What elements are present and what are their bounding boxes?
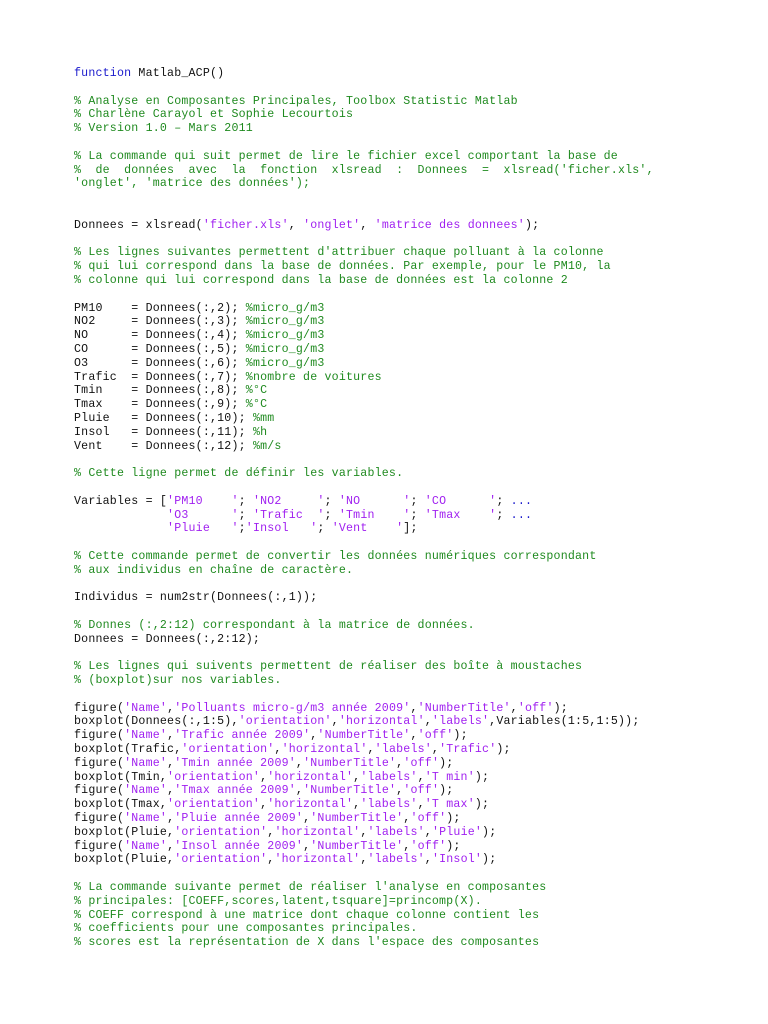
string-token: 'off' <box>403 756 440 770</box>
string-token: 'Name' <box>124 701 168 715</box>
string-token: 'matrice des donnees' <box>374 218 525 232</box>
string-token: 'ficher.xls' <box>202 218 289 232</box>
code-token: , <box>431 743 440 757</box>
code-token: ); <box>553 701 568 715</box>
code-line <box>74 895 654 909</box>
code-line <box>74 826 654 840</box>
string-token: 'orientation' <box>167 798 261 812</box>
code-line <box>74 715 654 729</box>
code-token: , <box>410 701 418 715</box>
code-token: , <box>403 839 411 853</box>
comment-token: % colonne qui lui correspond dans la base de données est la colonne 2 <box>74 273 568 287</box>
code-line <box>74 440 654 454</box>
comment-token: % principales: [COEFF,scores,latent,tsquare]=princomp(X). <box>74 894 482 908</box>
code-token: , <box>424 825 432 839</box>
code-line <box>74 674 654 688</box>
comment-token: % aux individus en chaîne de caractère. <box>74 563 354 577</box>
code-token: , <box>167 812 175 826</box>
string-token: 'Name' <box>124 784 168 798</box>
code-line <box>74 591 654 605</box>
code-token: Individus = num2str(Donnees(:,1)); <box>74 591 318 605</box>
code-line <box>74 729 654 743</box>
comment-token: % La commande suivante permet de réaliser l'analyse en composantes <box>74 881 547 895</box>
code-token: , <box>260 798 268 812</box>
code-line <box>74 384 654 398</box>
code-line <box>74 329 654 343</box>
code-token: Trafic = Donnees(:,7); <box>74 370 246 384</box>
code-token: ; <box>238 494 253 508</box>
code-line <box>74 771 654 785</box>
string-token: 'horizontal' <box>267 798 354 812</box>
string-token: 'NumberTitle' <box>417 701 511 715</box>
code-line <box>74 840 654 854</box>
code-line <box>74 936 654 950</box>
code-line <box>74 660 654 674</box>
comment-token: %nombre de voitures <box>245 370 382 384</box>
string-token: 'Pluie année 2009' <box>174 812 304 826</box>
code-token: , <box>424 853 432 867</box>
string-token: 'T min' <box>424 770 475 784</box>
code-token: , <box>331 715 339 729</box>
blank-line <box>74 233 654 247</box>
blank-line <box>74 688 654 702</box>
code-token: , <box>303 812 311 826</box>
string-token: 'orientation' <box>238 715 332 729</box>
string-token: 'horizontal' <box>267 770 354 784</box>
string-token: 'Trafic' <box>439 743 497 757</box>
code-line <box>74 495 654 509</box>
code-token: Matlab_ACP() <box>131 67 225 80</box>
code-token: , <box>510 701 518 715</box>
code-token: , <box>396 784 404 798</box>
code-line <box>74 922 654 936</box>
blank-line <box>74 605 654 619</box>
keyword-token: ... <box>510 508 533 522</box>
code-line <box>74 95 654 109</box>
code-token: , <box>167 729 175 743</box>
code-token: , <box>360 218 375 232</box>
code-line <box>74 108 654 122</box>
code-token: , <box>167 839 175 853</box>
code-token: ; <box>238 508 253 522</box>
comment-token: 'onglet', 'matrice des données'); <box>74 177 311 191</box>
string-token: 'orientation' <box>174 825 268 839</box>
code-line <box>74 315 654 329</box>
code-token: boxplot(Trafic, <box>74 743 182 757</box>
code-line <box>74 467 654 481</box>
code-line <box>74 150 654 164</box>
code-token: ; <box>410 508 425 522</box>
code-token: , <box>167 701 175 715</box>
code-line <box>74 633 654 647</box>
code-token: figure( <box>74 812 125 826</box>
code-line <box>74 743 654 757</box>
string-token: 'NO ' <box>338 494 411 508</box>
comment-token: % COEFF correspond à une matrice dont chaque colonne contient les <box>74 908 540 922</box>
code-token: O3 = Donnees(:,6); <box>74 356 246 370</box>
string-token: 'labels' <box>431 715 490 729</box>
comment-token: % La commande qui suit permet de lire le fichier excel comportant la base de <box>74 149 618 163</box>
code-line <box>74 702 654 716</box>
code-token: , <box>167 756 175 770</box>
code-token: ); <box>474 798 490 812</box>
code-token: figure( <box>74 784 125 798</box>
code-token: Pluie = Donnees(:,10); <box>74 411 253 425</box>
string-token: 'Polluants micro-g/m3 année 2009' <box>174 701 411 715</box>
comment-token: % Version 1.0 – Mars 2011 <box>74 122 253 136</box>
string-token: 'Name' <box>124 729 168 743</box>
code-token: ; <box>324 494 339 508</box>
string-token: 'NumberTitle' <box>317 729 411 743</box>
code-line <box>74 219 654 233</box>
string-token: 'off' <box>417 729 454 743</box>
string-token: 'Tmin ' <box>338 508 411 522</box>
string-token: 'Trafic année 2009' <box>174 729 311 743</box>
code-token: figure( <box>74 756 125 770</box>
string-token: 'orientation' <box>174 853 268 867</box>
comment-token: % Donnes (:,2:12) correspondant à la matrice de données. <box>74 618 475 632</box>
string-token: 'labels' <box>360 770 418 784</box>
code-line <box>74 302 654 316</box>
code-token: , <box>360 853 368 867</box>
code-token: ; <box>238 522 246 536</box>
code-line <box>74 564 654 578</box>
string-token: 'NumberTitle' <box>303 756 397 770</box>
code-token: ); <box>446 812 461 826</box>
code-token: ; <box>496 508 511 522</box>
string-token: 'Name' <box>124 812 168 826</box>
string-token: 'Name' <box>124 839 168 853</box>
string-token: 'off' <box>517 701 554 715</box>
string-token: 'Tmax année 2009' <box>174 784 296 798</box>
code-token: Tmin = Donnees(:,8); <box>74 384 246 398</box>
string-token: 'Pluie' <box>431 825 483 839</box>
string-token: 'labels' <box>360 798 418 812</box>
code-token: ); <box>524 218 540 232</box>
comment-token: %micro_g/m3 <box>245 301 325 315</box>
code-token: ); <box>453 729 468 743</box>
string-token: 'Insol année 2009' <box>174 839 304 853</box>
string-token: 'Name' <box>124 756 168 770</box>
code-line <box>74 757 654 771</box>
comment-token: % Charlène Carayol et Sophie Lecourtois <box>74 108 354 122</box>
code-token: Donnees = Donnees(:,2:12); <box>74 632 261 646</box>
code-token: ,Variables(1:5,1:5)); <box>489 715 640 729</box>
code-token: , <box>274 743 282 757</box>
code-token: , <box>417 798 425 812</box>
string-token: 'off' <box>410 812 447 826</box>
code-token: , <box>267 825 275 839</box>
code-token: Variables = [ <box>74 494 168 508</box>
code-token: ); <box>482 825 497 839</box>
code-line <box>74 412 654 426</box>
string-token: 'NumberTitle' <box>303 784 397 798</box>
code-token: boxplot(Pluie, <box>74 825 175 839</box>
string-token: 'CO ' <box>424 494 497 508</box>
code-line <box>74 357 654 371</box>
code-line <box>74 853 654 867</box>
string-token: 'horizontal' <box>274 853 361 867</box>
code-listing <box>74 67 654 950</box>
code-token: , <box>295 756 304 770</box>
blank-line <box>74 191 654 205</box>
code-line <box>74 122 654 136</box>
code-token: ; <box>410 494 425 508</box>
blank-line <box>74 536 654 550</box>
code-token: , <box>367 743 375 757</box>
code-token: ]; <box>403 522 418 536</box>
comment-token: % Cette ligne permet de définir les variables. <box>74 467 404 481</box>
string-token: 'NO2 ' <box>252 494 325 508</box>
code-line <box>74 798 654 812</box>
string-token: 'off' <box>403 784 440 798</box>
string-token: 'horizontal' <box>338 715 425 729</box>
code-token: ); <box>446 839 461 853</box>
string-token: 'Tmax ' <box>424 508 497 522</box>
code-token: ); <box>482 853 497 867</box>
code-token: , <box>295 784 304 798</box>
comment-token: %m/s <box>252 439 282 453</box>
code-line <box>74 398 654 412</box>
blank-line <box>74 81 654 95</box>
code-token: figure( <box>74 729 125 743</box>
code-line <box>74 619 654 633</box>
code-token: PM10 = Donnees(:,2); <box>74 301 246 315</box>
string-token: 'PM10 ' <box>167 494 239 508</box>
keyword-token: ... <box>510 494 533 508</box>
string-token: 'NumberTitle' <box>310 812 404 826</box>
code-token: NO2 = Donnees(:,3); <box>74 315 246 329</box>
code-line <box>74 812 654 826</box>
code-line <box>74 343 654 357</box>
string-token: 'O3 ' <box>167 508 239 522</box>
code-token: NO = Donnees(:,4); <box>74 329 246 343</box>
code-token <box>74 509 167 522</box>
code-line <box>74 260 654 274</box>
blank-line <box>74 453 654 467</box>
comment-token: % Les lignes qui suivents permettent de réaliser des boîte à moustaches <box>74 660 583 674</box>
string-token: 'horizontal' <box>281 743 368 757</box>
code-token: , <box>288 218 304 232</box>
string-token: 'Pluie ' <box>167 522 239 536</box>
string-token: 'horizontal' <box>274 825 361 839</box>
code-token: Vent = Donnees(:,12); <box>74 439 253 453</box>
code-token: ); <box>439 756 454 770</box>
code-token: , <box>360 825 368 839</box>
string-token: 'NumberTitle' <box>310 839 404 853</box>
string-token: 'labels' <box>367 853 425 867</box>
code-token: , <box>396 756 404 770</box>
code-token: ; <box>317 522 332 536</box>
code-token: , <box>424 715 432 729</box>
code-token: , <box>353 798 361 812</box>
string-token: 'labels' <box>374 743 432 757</box>
keyword-token: function <box>74 67 132 80</box>
string-token: 'Insol' <box>431 853 483 867</box>
code-token: Insol = Donnees(:,11); <box>74 425 253 439</box>
code-token: , <box>310 729 318 743</box>
code-line <box>74 550 654 564</box>
comment-token: % Analyse en Composantes Principales, Toolbox Statistic Matlab <box>74 94 518 108</box>
comment-token: %h <box>252 425 268 439</box>
string-token: 'labels' <box>367 825 425 839</box>
string-token: 'off' <box>410 839 447 853</box>
string-token: 'Insol ' <box>245 522 318 536</box>
string-token: 'Vent ' <box>331 522 404 536</box>
string-token: 'Tmin année 2009' <box>174 756 296 770</box>
string-token: 'onglet' <box>303 218 361 232</box>
code-token: , <box>410 729 418 743</box>
code-line <box>74 909 654 923</box>
code-line <box>74 426 654 440</box>
code-token: figure( <box>74 701 125 715</box>
blank-line <box>74 288 654 302</box>
code-line <box>74 274 654 288</box>
code-token: CO = Donnees(:,5); <box>74 342 246 356</box>
code-token: , <box>260 770 268 784</box>
code-token: ); <box>439 784 454 798</box>
code-line <box>74 784 654 798</box>
code-line <box>74 164 654 178</box>
code-token: , <box>353 770 361 784</box>
code-token: , <box>303 839 311 853</box>
comment-token: %°C <box>245 398 268 412</box>
string-token: 'Trafic ' <box>252 508 325 522</box>
blank-line <box>74 481 654 495</box>
comment-token: %°C <box>245 384 268 398</box>
comment-token: % coefficients pour une composantes principales. <box>74 922 418 936</box>
code-token: ; <box>496 494 511 508</box>
string-token: 'T max' <box>424 798 475 812</box>
comment-token: % qui lui correspond dans la base de données. Par exemple, pour le PM10, la <box>74 260 611 274</box>
comment-token: %micro_g/m3 <box>245 342 325 356</box>
code-token: ); <box>474 770 490 784</box>
blank-line <box>74 205 654 219</box>
code-token: boxplot(Tmin, <box>74 770 168 784</box>
string-token: 'orientation' <box>167 770 261 784</box>
code-token: figure( <box>74 839 125 853</box>
code-line <box>74 371 654 385</box>
code-token: boxplot(Pluie, <box>74 853 175 867</box>
comment-token: % Cette commande permet de convertir les données numériques correspondant <box>74 549 597 563</box>
code-line <box>74 881 654 895</box>
code-token <box>74 522 167 535</box>
comment-token: %mm <box>252 411 275 425</box>
code-token: , <box>167 784 175 798</box>
string-token: 'orientation' <box>181 743 275 757</box>
code-token: Donnees = xlsread( <box>74 218 203 232</box>
comment-token: %micro_g/m3 <box>245 315 325 329</box>
code-token: boxplot(Tmax, <box>74 798 168 812</box>
blank-line <box>74 646 654 660</box>
code-token: boxplot(Donnees(:,1:5), <box>74 715 239 729</box>
code-token: ; <box>324 508 339 522</box>
code-token: ); <box>496 743 511 757</box>
comment-token: %micro_g/m3 <box>245 329 325 343</box>
code-line <box>74 67 654 81</box>
comment-token: % (boxplot)sur nos variables. <box>74 674 282 688</box>
comment-token: % de données avec la fonction xlsread : Donnees = xlsread('ficher.xls', <box>74 163 654 177</box>
code-line <box>74 509 654 523</box>
code-token: , <box>267 853 275 867</box>
code-token: Tmax = Donnees(:,9); <box>74 398 246 412</box>
code-token: , <box>417 770 425 784</box>
blank-line <box>74 577 654 591</box>
blank-line <box>74 136 654 150</box>
blank-line <box>74 867 654 881</box>
code-line <box>74 246 654 260</box>
code-line <box>74 522 654 536</box>
comment-token: % Les lignes suivantes permettent d'attribuer chaque polluant à la colonne <box>74 246 604 260</box>
comment-token: % scores est la représentation de X dans l'espace des composantes <box>74 936 540 950</box>
comment-token: %micro_g/m3 <box>245 356 325 370</box>
code-line <box>74 177 654 191</box>
code-token: , <box>403 812 411 826</box>
